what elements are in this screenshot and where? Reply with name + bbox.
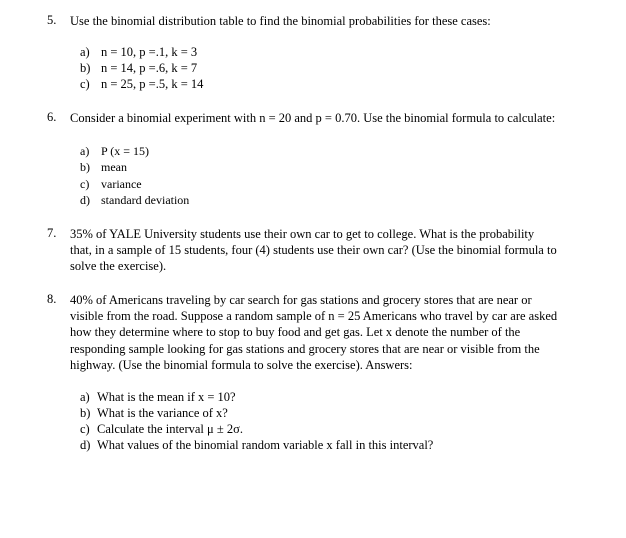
question-stem: Consider a binomial experiment with n = 20 and p = 0.70. Use the binomial formula to calculate: bbox=[70, 111, 556, 125]
stem-line: 35% of YALE University students use their own car to get to college. What is the probability bbox=[70, 227, 535, 241]
item-label: a) bbox=[80, 144, 90, 158]
item-text: standard deviation bbox=[101, 193, 190, 207]
item-label: b) bbox=[80, 406, 91, 420]
item-label: c) bbox=[80, 422, 90, 436]
question-stem bbox=[70, 226, 595, 275]
item-text: n = 14, p =.6, k = 7 bbox=[101, 61, 198, 75]
stem-line: solve the exercise). bbox=[70, 259, 167, 274]
item-label: b) bbox=[80, 61, 91, 75]
question-number: 7. bbox=[47, 226, 57, 240]
item-text: n = 10, p =.1, k = 3 bbox=[101, 45, 198, 59]
item-label: d) bbox=[80, 193, 90, 207]
item-label: c) bbox=[80, 177, 90, 191]
stem-line: visible from the road. Suppose a random sample of n = 25 Americans who travel by car are asked bbox=[70, 309, 558, 324]
question-number: 6. bbox=[47, 110, 57, 124]
question-number: 8. bbox=[47, 292, 57, 306]
item-text: n = 25, p =.5, k = 14 bbox=[101, 77, 204, 91]
item-text: What values of the binomial random variable x fall in this interval? bbox=[97, 438, 434, 452]
question-stem bbox=[70, 292, 595, 373]
stem-line: responding sample looking for gas stations and grocery stores that are near or visible from the bbox=[70, 341, 540, 356]
item-text: What is the mean if x = 10? bbox=[97, 390, 236, 404]
item-label: a) bbox=[80, 45, 90, 59]
item-label: b) bbox=[80, 160, 90, 174]
stem-line: how they determine where to stop to buy food and get gas. Let x denote the number of the bbox=[70, 325, 521, 340]
item-text: P (x = 15) bbox=[101, 144, 149, 158]
question-number: 5. bbox=[47, 13, 57, 27]
item-text: variance bbox=[101, 177, 142, 191]
item-label: c) bbox=[80, 77, 90, 91]
question-stem: Use the binomial distribution table to find the binomial probabilities for these cases: bbox=[70, 14, 491, 28]
item-text: mean bbox=[101, 160, 127, 174]
item-label: d) bbox=[80, 438, 91, 452]
stem-line: 40% of Americans traveling by car search for gas stations and grocery stores that are near or bbox=[70, 293, 532, 307]
item-text: What is the variance of x? bbox=[97, 406, 228, 420]
item-label: a) bbox=[80, 390, 90, 404]
stem-line: that, in a sample of 15 students, four (4) students use their own car? (Use the binomial formula to bbox=[70, 243, 557, 258]
item-text: Calculate the interval μ ± 2σ. bbox=[97, 422, 243, 436]
stem-line: highway. (Use the binomial formula to solve the exercise). Answers: bbox=[70, 357, 413, 372]
